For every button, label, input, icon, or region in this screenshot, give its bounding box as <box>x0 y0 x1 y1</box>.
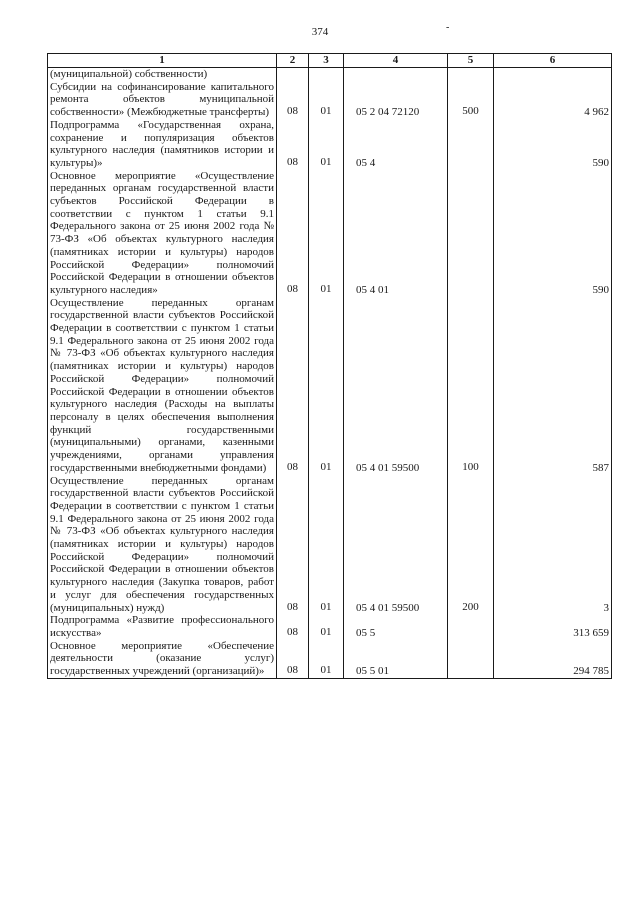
header-col-6: 6 <box>494 54 612 68</box>
table-row <box>48 614 612 639</box>
row-description: Основное мероприятие «Осуществление переданных органам государственной власти субъектов Российской Федерации в соответствии с пунктом 1 статьи 9.1 Федерального закона от 25 июня 2002 года № 73-ФЗ «Об объектах культурного наследия (памятниках истории и культуры) народов Российской Федерации» полномочий Российской Федерации в отношении объектов культурного наследия» <box>48 170 277 297</box>
row-section: 08 <box>277 640 309 679</box>
header-col-1: 1 <box>48 54 277 68</box>
row-target-article: 05 5 01 <box>344 640 448 679</box>
row-description: Подпрограмма «Развитие профессионального искусства» <box>48 614 277 639</box>
row-target-article <box>344 68 448 81</box>
row-amount: 313 659 <box>494 614 612 639</box>
row-expense-type <box>448 640 494 679</box>
row-amount: 587 <box>494 297 612 475</box>
row-subsection: 01 <box>309 170 344 297</box>
row-subsection: 01 <box>309 119 344 170</box>
budget-table <box>47 53 612 679</box>
table-row <box>48 68 612 81</box>
table-row <box>48 170 612 297</box>
row-section: 08 <box>277 81 309 119</box>
row-section: 08 <box>277 614 309 639</box>
row-amount: 4 962 <box>494 81 612 119</box>
row-description: Осуществление переданных органам государственной власти субъектов Российской Федерации в соответствии с пунктом 1 статьи 9.1 Федерального закона от 25 июня 2002 года № 73-ФЗ «Об объектах культурного наследия (памятниках истории и культуры) народов Российской Федерации» полномочий Российской Федерации в отношении объектов культурного наследия (Закупка товаров, работ и услуг для обеспечения государственных (муниципальных) нужд) <box>48 475 277 615</box>
row-expense-type: 200 <box>448 475 494 615</box>
row-target-article: 05 5 <box>344 614 448 639</box>
row-description: Основное мероприятие «Обеспечение деятельности (оказание услуг) государственных учреждений (организаций)» <box>48 640 277 679</box>
table-row <box>48 475 612 615</box>
table-row <box>48 640 612 679</box>
row-target-article: 05 4 01 59500 <box>344 475 448 615</box>
row-amount: 3 <box>494 475 612 615</box>
header-row <box>48 54 612 68</box>
row-amount: 590 <box>494 119 612 170</box>
header-col-5: 5 <box>448 54 494 68</box>
row-subsection: 01 <box>309 475 344 615</box>
row-description: Подпрограмма «Государственная охрана, сохранение и популяризация объектов культурного наследия (памятников истории и культуры)» <box>48 119 277 170</box>
row-description: Субсидии на софинансирование капитального ремонта объектов муниципальной собственности» (Межбюджетные трансферты) <box>48 81 277 119</box>
row-section: 08 <box>277 119 309 170</box>
row-expense-type: 500 <box>448 81 494 119</box>
page-number: 374 <box>311 26 329 38</box>
row-expense-type <box>448 119 494 170</box>
row-expense-type: 100 <box>448 297 494 475</box>
corner-mark: - <box>446 22 450 33</box>
header-col-3: 3 <box>309 54 344 68</box>
row-target-article: 05 4 01 59500 <box>344 297 448 475</box>
row-target-article: 05 4 <box>344 119 448 170</box>
table-row <box>48 81 612 119</box>
table-row <box>48 119 612 170</box>
row-subsection: 01 <box>309 297 344 475</box>
row-description: Осуществление переданных органам государственной власти субъектов Российской Федерации в соответствии с пунктом 1 статьи 9.1 Федерального закона от 25 июня 2002 года № 73-ФЗ «Об объектах культурного наследия (памятниках истории и культуры) народов Российской Федерации» полномочий Российской Федерации в отношении объектов культурного наследия (Расходы на выплаты персоналу в целях обеспечения выполнения функций государственными (муниципальными) органами, казенными учреждениями, органами управления государственными внебюджетными фондами) <box>48 297 277 475</box>
row-target-article: 05 4 01 <box>344 170 448 297</box>
row-subsection <box>309 68 344 81</box>
row-amount: 590 <box>494 170 612 297</box>
row-target-article: 05 2 04 72120 <box>344 81 448 119</box>
row-description: (муниципальной) собственности) <box>48 68 277 81</box>
row-section: 08 <box>277 170 309 297</box>
row-subsection: 01 <box>309 81 344 119</box>
row-section <box>277 68 309 81</box>
row-expense-type <box>448 614 494 639</box>
header-col-2: 2 <box>277 54 309 68</box>
row-section: 08 <box>277 297 309 475</box>
row-expense-type <box>448 170 494 297</box>
row-section: 08 <box>277 475 309 615</box>
row-expense-type <box>448 68 494 81</box>
row-amount: 294 785 <box>494 640 612 679</box>
row-subsection: 01 <box>309 640 344 679</box>
row-subsection: 01 <box>309 614 344 639</box>
header-col-4: 4 <box>344 54 448 68</box>
table-row <box>48 297 612 475</box>
row-amount <box>494 68 612 81</box>
